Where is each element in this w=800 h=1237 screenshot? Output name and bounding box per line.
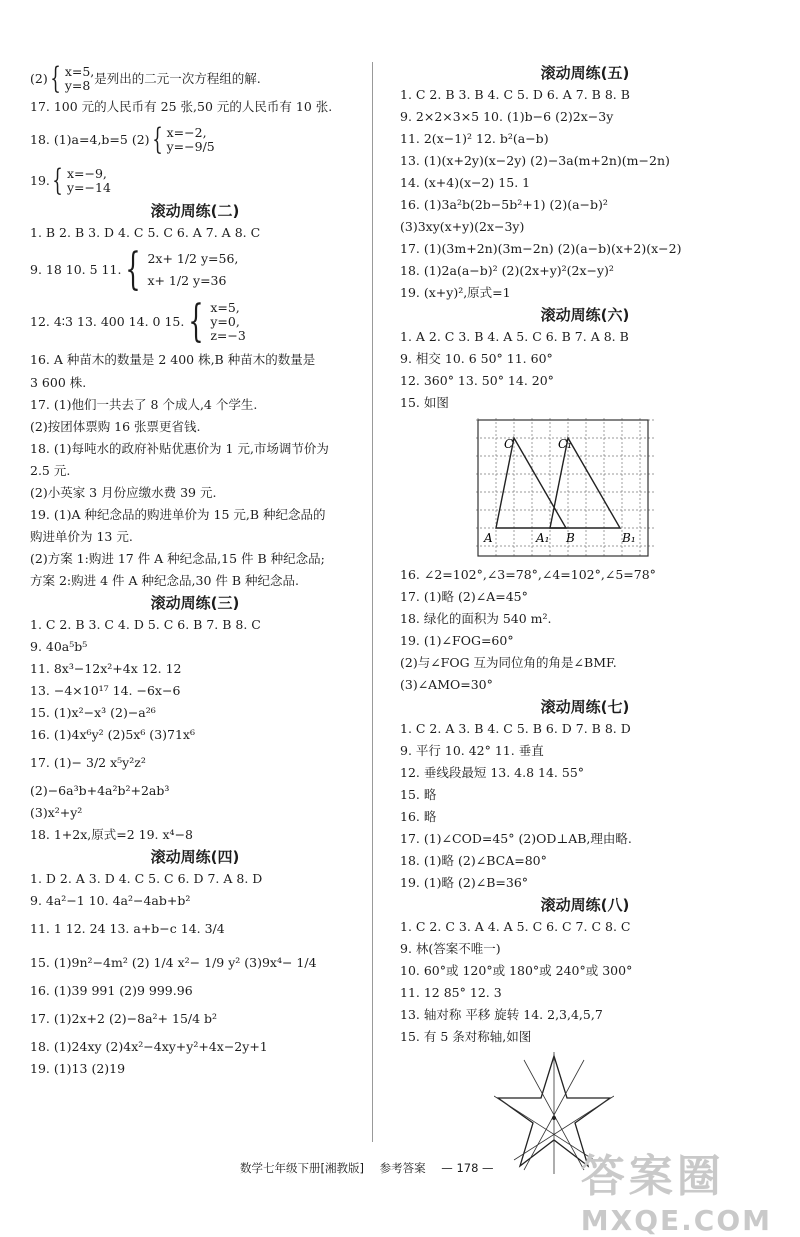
brace-icon: { <box>188 296 205 347</box>
answer-line: 19. (1)13 (2)19 <box>30 1061 126 1076</box>
label-a1: A₁ <box>536 531 550 545</box>
answer-text: 9. 18 10. 5 11. <box>30 262 122 277</box>
answer-line: 16. ∠2=102°,∠3=78°,∠4=102°,∠5=78° <box>400 567 656 582</box>
answer-line: 15. (1)9n²−4m² (2) 1/4 x²− 1/9 y² (3)9x⁴− 1/4 <box>30 955 317 970</box>
answer-line: (2)方案 1:购进 17 件 A 种纪念品,15 件 B 种纪念品; <box>30 551 325 566</box>
grid-translation-figure <box>476 418 656 560</box>
answer-line: 11. 1 12. 24 13. a+b−c 14. 3/4 <box>30 921 225 936</box>
answer-line: 19. (1)A 种纪念品的购进单价为 15 元,B 种纪念品的 <box>30 507 326 522</box>
answer-line: 3 600 株. <box>30 375 87 390</box>
answer-line: 15. 有 5 条对称轴,如图 <box>400 1029 532 1044</box>
answer-line: 12. 垂线段最短 13. 4.8 14. 55° <box>400 765 585 780</box>
answer-line <box>30 244 360 296</box>
star-center <box>552 1116 556 1120</box>
answer-line: 购进单价为 13 元. <box>30 529 133 544</box>
answer-line: 13. −4×10¹⁷ 14. −6x−6 <box>30 683 181 698</box>
answer-line: 9. 相交 10. 6 50° 11. 60° <box>400 351 553 366</box>
equation-system: 2x+ 1/2 y=56, x+ 1/2 y=36 <box>147 251 239 288</box>
answer-line: 13. (1)(x+2y)(x−2y) (2)−3a(m+2n)(m−2n) <box>400 153 670 168</box>
answer-line: 1. C 2. B 3. C 4. D 5. C 6. B 7. B 8. C <box>30 617 261 632</box>
equation-system: x=5, y=0, z=−3 <box>210 300 246 343</box>
answer-line <box>30 62 360 96</box>
answer-line: 19. (1)∠FOG=60° <box>400 633 514 648</box>
watermark <box>581 1140 772 1237</box>
answer-line: (3)∠AMO=30° <box>400 677 493 692</box>
answer-line: 9. 2×2×3×5 10. (1)b−6 (2)2x−3y <box>400 109 614 124</box>
watermark-url: MXQE.COM <box>580 1204 772 1237</box>
answer-line <box>30 162 360 200</box>
answer-line <box>30 296 360 348</box>
label-c1: C₁ <box>558 437 572 451</box>
answer-line: 17. (1)∠COD=45° (2)OD⊥AB,理由略. <box>400 831 632 846</box>
answer-line: 1. C 2. B 3. B 4. C 5. D 6. A 7. B 8. B <box>400 87 630 102</box>
answer-line: 18. (1)2a(a−b)² (2)(2x+y)²(2x−y)² <box>400 263 614 278</box>
section-title: 滚动周练(二) <box>150 202 240 220</box>
answer-line: 11. 12 85° 12. 3 <box>400 985 502 1000</box>
answer-line: 16. (1)39 991 (2)9 999.96 <box>30 983 193 998</box>
section-title: 滚动周练(七) <box>540 698 630 716</box>
answer-line: 9. 4a²−1 10. 4a²−4ab+b² <box>30 893 191 908</box>
answer-line: (3)x²+y² <box>30 805 83 820</box>
left-column <box>30 62 360 1080</box>
answer-line: 1. B 2. B 3. D 4. C 5. C 6. A 7. A 8. C <box>30 225 261 240</box>
answer-line: (3)3xy(x+y)(2x−3y) <box>400 219 525 234</box>
right-column <box>400 62 770 1178</box>
answer-line: 14. (x+4)(x−2) 15. 1 <box>400 175 531 190</box>
answer-line: 1. D 2. A 3. D 4. C 5. C 6. D 7. A 8. D <box>30 871 263 886</box>
answer-text: 是列出的二元一次方程组的解. <box>94 71 261 86</box>
answer-line: 15. 如图 <box>400 395 449 410</box>
label-c: C <box>504 437 514 451</box>
brace-icon: { <box>52 163 63 198</box>
answer-line: 12. 360° 13. 50° 14. 20° <box>400 373 554 388</box>
answer-line: 16. (1)3a²b(2b−5b²+1) (2)(a−b)² <box>400 197 608 212</box>
label-b1: B₁ <box>622 531 636 545</box>
answer-line: (2)与∠FOG 互为同位角的角是∠BMF. <box>400 655 617 670</box>
answer-line: 1. C 2. A 3. B 4. C 5. B 6. D 7. B 8. D <box>400 721 631 736</box>
page-footer <box>240 1160 506 1176</box>
answer-line: 1. C 2. C 3. A 4. A 5. C 6. C 7. C 8. C <box>400 919 631 934</box>
answer-line: 18. (1)每吨水的政府补贴优惠价为 1 元,市场调节价为 <box>30 441 329 456</box>
answer-line: 16. (1)4x⁶y² (2)5x⁶ (3)71x⁶ <box>30 727 195 742</box>
answer-line: 13. 轴对称 平移 旋转 14. 2,3,4,5,7 <box>400 1007 603 1022</box>
answer-line: 11. 2(x−1)² 12. b²(a−b) <box>400 131 549 146</box>
footer-section: 参考答案 <box>379 1161 426 1175</box>
answer-line: (2)−6a³b+4a²b²+2ab³ <box>30 783 170 798</box>
section-title: 滚动周练(三) <box>150 594 240 612</box>
answer-line: 18. (1)略 (2)∠BCA=80° <box>400 853 547 868</box>
answer-line: 15. 略 <box>400 787 437 802</box>
brace-icon: { <box>50 61 61 96</box>
triangle-a1b1c1 <box>550 438 620 528</box>
answer-line: 17. (1)他们一共去了 8 个成人,4 个学生. <box>30 397 258 412</box>
footer-page-number: — 178 — <box>441 1161 494 1175</box>
answer-line: 11. 8x³−12x²+4x 12. 12 <box>30 661 182 676</box>
figure-container <box>400 414 770 564</box>
answer-line: 17. (1)略 (2)∠A=45° <box>400 589 528 604</box>
answer-line: (2)小英家 3 月份应缴水费 39 元. <box>30 485 217 500</box>
answer-line: 9. 平行 10. 42° 11. 垂直 <box>400 743 544 758</box>
answer-line: 18. (1)24xy (2)4x²−4xy+y²+4x−2y+1 <box>30 1039 268 1054</box>
column-divider <box>372 62 373 1142</box>
brace-icon: { <box>151 122 163 157</box>
answer-line: 17. (1)(3m+2n)(3m−2n) (2)(a−b)(x+2)(x−2) <box>400 241 682 256</box>
answer-line: 16. A 种苗木的数量是 2 400 株,B 种苗木的数量是 <box>30 352 316 367</box>
answer-line: 方案 2:购进 4 件 A 种纪念品,30 件 B 种纪念品. <box>30 573 299 588</box>
answer-line: 19. (x+y)²,原式=1 <box>400 285 511 300</box>
answer-line: (2)按团体票购 16 张票更省钱. <box>30 419 201 434</box>
label-b: B <box>566 531 575 545</box>
answer-line: 19. (1)略 (2)∠B=36° <box>400 875 529 890</box>
section-title: 滚动周练(五) <box>540 64 630 82</box>
answer-line: 10. 60°或 120°或 180°或 240°或 300° <box>400 963 633 978</box>
answer-line: 9. 林(答案不唯一) <box>400 941 501 956</box>
watermark-logo-text: 答案圈 <box>580 1151 725 1202</box>
section-title: 滚动周练(六) <box>540 306 630 324</box>
answer-text: 12. 4∶3 13. 400 14. 0 15. <box>30 314 185 329</box>
answer-line: 17. (1)2x+2 (2)−8a²+ 15/4 b² <box>30 1011 218 1026</box>
answer-line: 17. 100 元的人民币有 25 张,50 元的人民币有 10 张. <box>30 99 333 114</box>
section-title: 滚动周练(八) <box>540 896 630 914</box>
section-title: 滚动周练(四) <box>150 848 240 866</box>
answer-text: 18. (1)a=4,b=5 (2) <box>30 132 150 147</box>
answer-line: 16. 略 <box>400 809 437 824</box>
brace-icon: { <box>125 244 142 295</box>
equation-system: x=−2, y=−9/5 <box>166 125 215 154</box>
answer-line: 18. 1+2x,原式=2 19. x⁴−8 <box>30 827 193 842</box>
answer-line: 9. 40a⁵b⁵ <box>30 639 88 654</box>
triangle-abc <box>496 438 566 528</box>
answer-line <box>30 118 360 162</box>
footer-book-title: 数学七年级下册[湘教版] <box>240 1161 364 1175</box>
answer-line: 1. A 2. C 3. B 4. A 5. C 6. B 7. A 8. B <box>400 329 629 344</box>
label-a: A <box>484 531 493 545</box>
answer-line: 18. 绿化的面积为 540 m². <box>400 611 552 626</box>
equation-system: x=−9, y=−14 <box>66 166 111 195</box>
answer-line: 15. (1)x²−x³ (2)−a²⁶ <box>30 705 156 720</box>
answer-text: (2) <box>30 71 48 86</box>
answer-text: 19. <box>30 173 50 188</box>
answer-line: 2.5 元. <box>30 463 71 478</box>
answer-line: 17. (1)− 3/2 x⁵y²z² <box>30 755 146 770</box>
equation-system: x=5, y=8 <box>64 64 95 93</box>
